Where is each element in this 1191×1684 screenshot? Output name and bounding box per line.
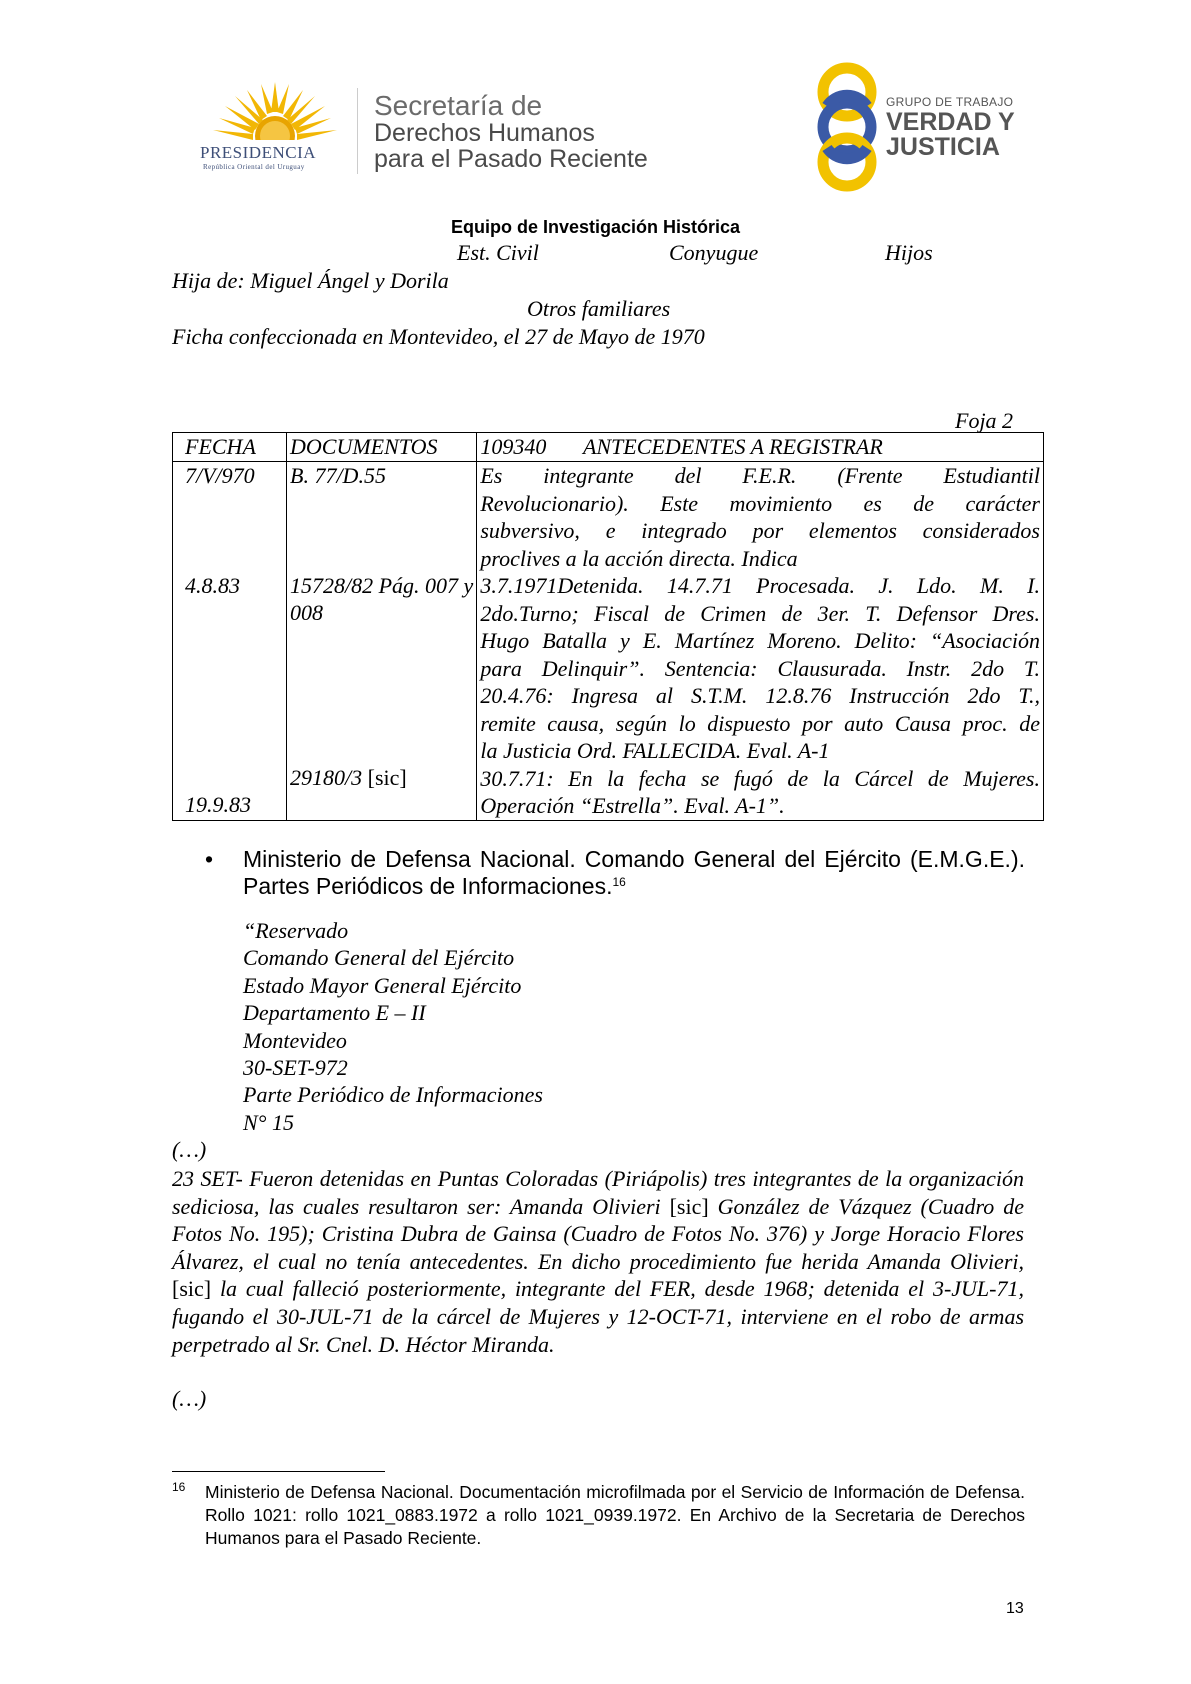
antecedente-line: proclives a la acción directa. Indica	[480, 545, 798, 571]
paragraph-part1: 23 SET- Fueron detenidas en Puntas Coloradas (Piriápolis) tres integrantes de la organización sediciosa, las cuales resultaron ser: Amanda Olivieri	[172, 1166, 1024, 1219]
fecha-cell: 4.8.83	[185, 572, 240, 598]
header-antecedentes-label: ANTECEDENTES A REGISTRAR	[582, 434, 883, 459]
documento-cell: B. 77/D.55	[290, 463, 386, 488]
fecha-column	[173, 462, 287, 821]
documentos-column	[287, 462, 477, 821]
quote-line: “Reservado	[243, 918, 349, 943]
antecedente-line: 2do.Turno; Fiscal de Crimen de 3er. T. Defensor Dres.	[480, 600, 1040, 626]
sic-mark: [sic]	[367, 764, 407, 790]
grupo-trabajo-wordmark	[886, 96, 1015, 160]
antecedente-line: remite causa, según lo dispuesto por auto Causa proc. de	[480, 710, 1040, 736]
antecedentes-table	[172, 432, 1044, 821]
antecedente-line: Operación “Estrella”. Eval. A-1”.	[480, 793, 785, 818]
antecedente-line: la Justicia Ord. FALLECIDA. Eval. A-1	[480, 738, 830, 763]
otros-familiares-label: Otros familiares	[527, 296, 671, 321]
fecha-cell: 19.9.83	[185, 792, 251, 817]
team-title: Equipo de Investigación Histórica	[450, 217, 741, 237]
table-row	[173, 462, 1044, 821]
footnote-rule	[172, 1471, 385, 1472]
page-number: 13	[1006, 1600, 1024, 1617]
ellipsis-bottom: (…)	[172, 1386, 207, 1411]
quote-line: Estado Mayor General Ejército	[243, 972, 522, 998]
header-ficha-number: 109340	[480, 434, 547, 459]
presidencia-subtitle: República Oriental del Uruguay	[203, 163, 305, 171]
paragraph-part2: González de Vázquez (Cuadro de Fotos No. 195); Cristina Dubra de Gainsa (Cuadro de Fotos No. 376) y Jorge Horacio Flores Álvarez, el cual no tenía antecedentes. En dicho procedimiento fue herida Amanda Olivieri,	[172, 1193, 1025, 1274]
documento-cell-cont: 008	[290, 600, 323, 625]
header-fecha: FECHA	[173, 433, 287, 462]
ellipsis-top: (…)	[172, 1137, 207, 1162]
sic-mark: [sic]	[172, 1276, 212, 1302]
antecedentes-column	[477, 462, 1044, 821]
footnote-number: 16	[172, 1480, 186, 1494]
hijos-label: Hijos	[885, 240, 933, 265]
quote-line: Montevideo	[243, 1027, 347, 1053]
grupo-line3: JUSTICIA	[886, 133, 1000, 161]
fecha-cell: 7/V/970	[185, 463, 255, 488]
ministerio-text: Ministerio de Defensa Nacional. Comando General del Ejército (E.M.G.E.). Partes Periódicos de Informaciones.	[243, 846, 1025, 899]
documento-cell	[290, 764, 473, 792]
documento-cell: 15728/82 Pág. 007 y	[290, 572, 474, 598]
grupo-line2: VERDAD Y	[886, 108, 1015, 136]
antecedente-line: 3.7.1971Detenida. 14.7.71 Procesada. J. Ldo. M. I.	[480, 573, 1040, 598]
est-civil-label: Est. Civil	[457, 240, 539, 265]
quote-line: Comando General del Ejército	[243, 945, 515, 971]
body-paragraph	[172, 1165, 1024, 1358]
secretaria-line1: Secretaría de	[374, 90, 543, 121]
conyugue-label: Conyugue	[669, 240, 759, 265]
sun-icon	[195, 80, 355, 150]
footnote-text: Ministerio de Defensa Nacional. Documentación microfilmada por el Servicio de Información de Defensa. Rollo 1021: rollo 1021_0883.1972 a rollo 1021_0939.1972. En Archivo de la Secretaria de Derechos Humanos para el Pasado Reciente.	[205, 1482, 1025, 1548]
secretaria-line2: Derechos Humanos	[374, 119, 595, 147]
footnote-ref: 16	[612, 875, 626, 889]
header-divider	[357, 88, 358, 174]
header-antecedentes	[477, 433, 1044, 462]
bullet-icon: •	[205, 846, 214, 872]
presidencia-label: PRESIDENCIA	[200, 143, 317, 162]
grupo-trabajo-logo	[808, 62, 886, 192]
rings-icon	[808, 62, 886, 192]
ministerio-heading	[243, 846, 1025, 900]
antecedente-line: Revolucionario). Este movimiento es de carácter	[480, 490, 1040, 516]
quote-line: Parte Periódico de Informaciones	[243, 1082, 543, 1108]
secretaria-wordmark	[374, 92, 648, 172]
grupo-line1: GRUPO DE TRABAJO	[886, 95, 1014, 109]
antecedente-line: 30.7.71: En la fecha se fugó de la Cárcel de Mujeres.	[480, 765, 1040, 791]
ficha-confeccionada-line: Ficha confeccionada en Montevideo, el 27 de Mayo de 1970	[172, 324, 705, 349]
quote-block	[243, 917, 543, 1136]
table-header-row	[173, 433, 1044, 462]
antecedente-line: Es integrante del F.E.R. (Frente Estudiantil	[480, 463, 1040, 488]
quote-line: 30-SET-972	[243, 1055, 348, 1081]
quote-line: Departamento E – II	[243, 1000, 426, 1026]
sic-mark: [sic]	[669, 1193, 709, 1219]
quote-line: N° 15	[243, 1109, 294, 1135]
antecedente-line: 20.4.76: Ingresa al S.T.M. 12.8.76 Instrucción 2do T.,	[480, 683, 1040, 708]
antecedente-line: para Delinquir”. Sentencia: Clausurada. Instr. 2do T.	[480, 655, 1040, 681]
header-documentos: DOCUMENTOS	[287, 433, 477, 462]
paragraph-part3: la cual falleció posteriormente, integrante del FER, desde 1968; detenida el 3-JUL-71, fugando el 30-JUL-71 de la cárcel de Mujeres y 12-OCT-71, interviene en el robo de armas perpetrado al Sr. Cnel. D. Héctor Miranda.	[172, 1276, 1024, 1357]
antecedente-line: Hugo Batalla y E. Martínez Moreno. Delito: “Asociación	[480, 628, 1040, 653]
antecedente-line: subversivo, e integrado por elementos considerados	[480, 518, 1040, 543]
documento-number: 29180/3	[290, 764, 363, 790]
foja-label: Foja 2	[955, 408, 1014, 433]
hija-de-line: Hija de: Miguel Ángel y Dorila	[172, 268, 449, 293]
secretaria-line3: para el Pasado Reciente	[374, 145, 648, 173]
